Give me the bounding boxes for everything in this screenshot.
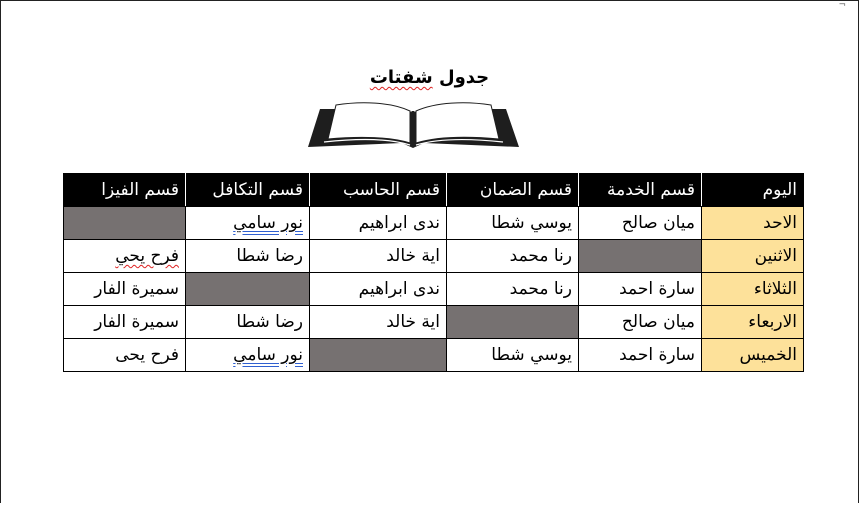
shift-cell: اية خالد xyxy=(310,306,447,339)
document-title xyxy=(1,67,858,88)
shift-cell: رنا محمد xyxy=(447,240,579,273)
empty-shift-cell xyxy=(186,273,310,306)
empty-shift-cell xyxy=(447,306,579,339)
empty-shift-cell xyxy=(64,207,186,240)
header-warranty-dept: قسم الضمان xyxy=(447,174,579,207)
day-cell: الخميس xyxy=(702,339,804,372)
shift-cell: سارة احمد xyxy=(579,339,702,372)
shift-name: نور سامي xyxy=(233,345,303,365)
table-row xyxy=(64,273,804,306)
title-word-1: جدول xyxy=(438,67,490,88)
table-header-row xyxy=(64,174,804,207)
day-cell: الاربعاء xyxy=(702,306,804,339)
table-row xyxy=(64,339,804,372)
header-computer-dept: قسم الحاسب xyxy=(310,174,447,207)
table-row xyxy=(64,240,804,273)
day-cell: الاحد xyxy=(702,207,804,240)
table-row xyxy=(64,207,804,240)
table-row xyxy=(64,306,804,339)
shift-cell: ندى ابراهيم xyxy=(310,273,447,306)
corner-crop-mark: ¬ xyxy=(838,0,846,10)
shift-cell: يوسي شطا xyxy=(447,339,579,372)
shift-cell xyxy=(186,207,310,240)
header-service-dept: قسم الخدمة xyxy=(579,174,702,207)
header-day: اليوم xyxy=(702,174,804,207)
day-cell: الاثنين xyxy=(702,240,804,273)
shift-cell: ميان صالح xyxy=(579,306,702,339)
shift-cell: رضا شطا xyxy=(186,240,310,273)
shift-cell xyxy=(186,339,310,372)
shift-cell: يوسي شطا xyxy=(447,207,579,240)
shift-cell: سارة احمد xyxy=(579,273,702,306)
shift-cell: اية خالد xyxy=(310,240,447,273)
shift-cell: سميرة الفار xyxy=(64,306,186,339)
shift-cell: رضا شطا xyxy=(186,306,310,339)
empty-shift-cell xyxy=(310,339,447,372)
shift-cell xyxy=(64,240,186,273)
header-takaful-dept: قسم التكافل xyxy=(186,174,310,207)
shift-cell: رنا محمد xyxy=(447,273,579,306)
shift-cell: ندى ابراهيم xyxy=(310,207,447,240)
empty-shift-cell xyxy=(579,240,702,273)
shift-name: فرح يحي xyxy=(115,246,179,266)
shift-name: نور سامي xyxy=(233,213,303,233)
shifts-table xyxy=(63,173,804,372)
day-cell: الثلاثاء xyxy=(702,273,804,306)
shift-cell: سميرة الفار xyxy=(64,273,186,306)
shift-cell: فرح يحى xyxy=(64,339,186,372)
open-book-icon xyxy=(306,99,521,149)
shift-cell: ميان صالح xyxy=(579,207,702,240)
header-visa-dept: قسم الفيزا xyxy=(64,174,186,207)
title-word-2: شفتات xyxy=(369,67,433,88)
